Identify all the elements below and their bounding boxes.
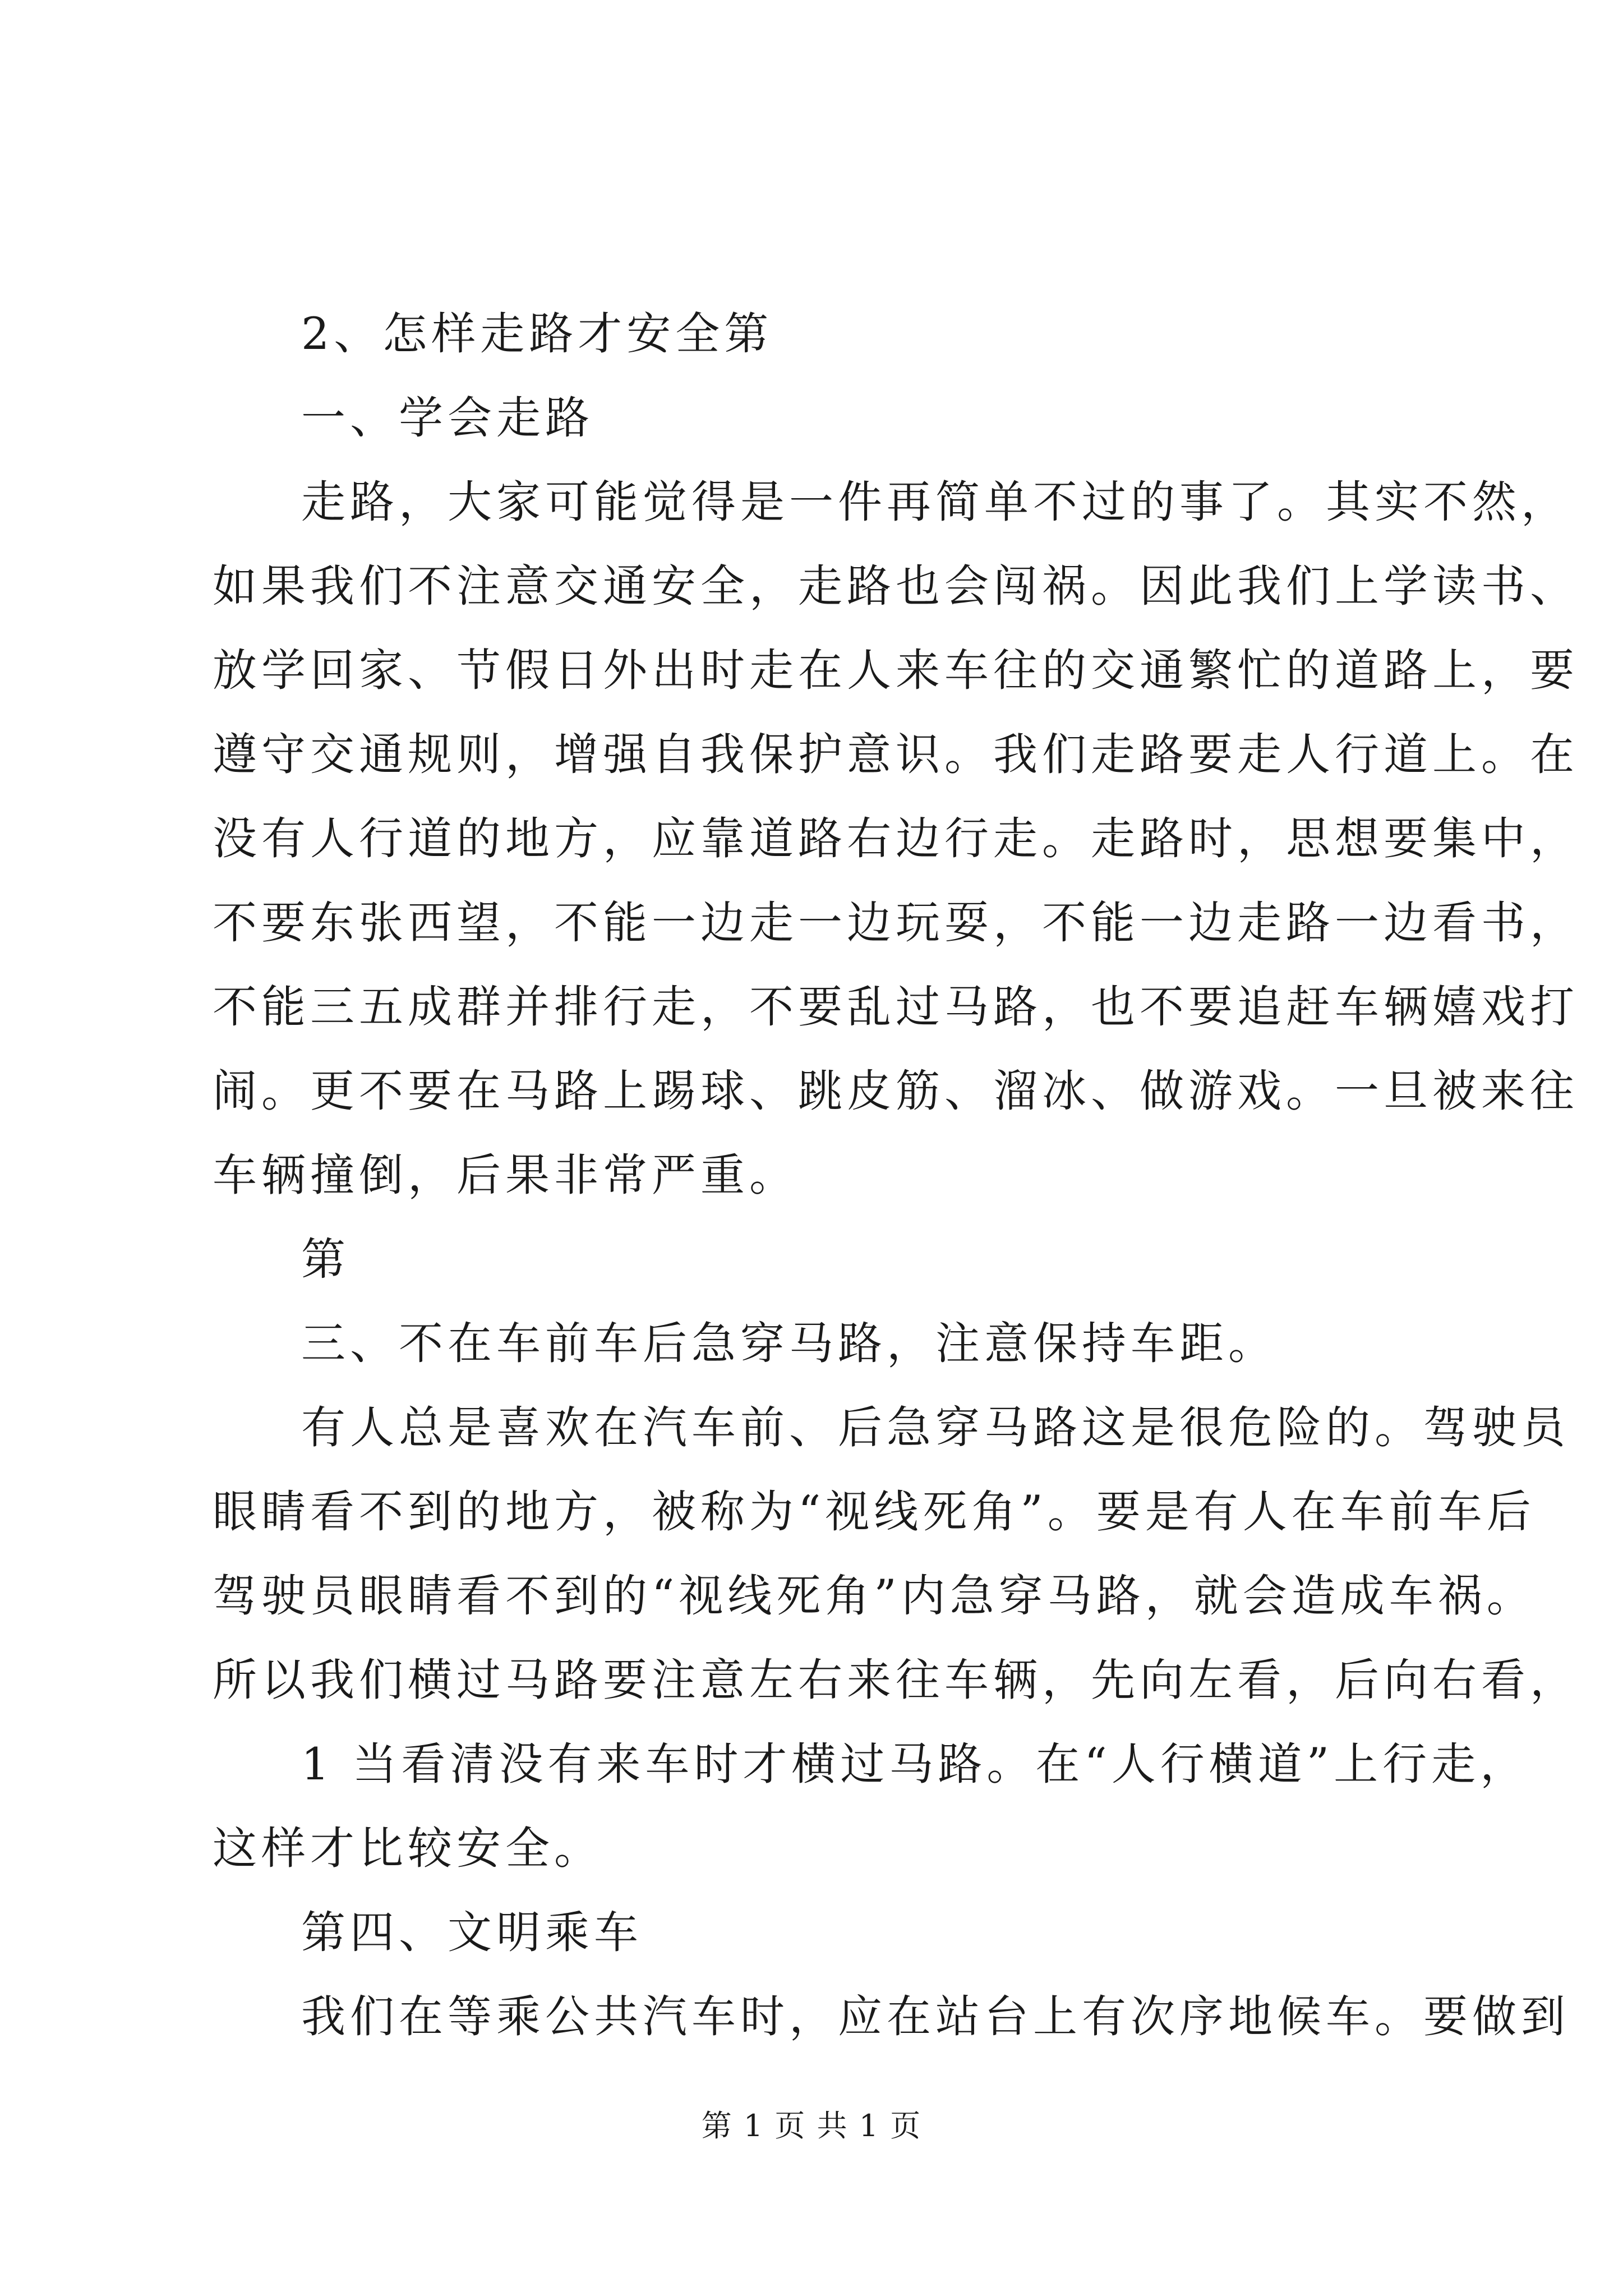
document-body [213,292,1579,2059]
text-line: 车辆撞倒，后果非常严重。 [213,1149,798,1201]
text-line: 驾驶员眼睛看不到的“视线死角”内急穿马路，就会造成车祸。 [213,1570,1536,1622]
text-line: 眼睛看不到的地方，被称为“视线死角”。要是有人在车前车后 [213,1486,1536,1538]
text-line: 有人总是喜欢在汽车前、后急穿马路这是很危险的。驾驶员 [301,1402,1570,1453]
text-line: 如果我们不注意交通安全，走路也会闯祸。因此我们上学读书、 [213,560,1579,612]
page-footer: 第 1 页 共 1 页 [701,2108,922,2143]
text-line: 放学回家、节假日外出时走在人来车往的交通繁忙的道路上，要 [213,645,1579,696]
section-heading: 第四、文明乘车 [301,1907,643,1958]
section-heading: 三、不在车前车后急穿马路，注意保持车距。 [301,1318,1277,1369]
text-line: 这样才比较安全。 [213,1823,603,1874]
text-line: 2、怎样走路才安全第 [301,308,773,360]
section-heading: 一、学会走路 [301,392,594,444]
text-line: 遵守交通规则，增强自我保护意识。我们走路要走人行道上。在 [213,729,1579,780]
text-line: 走路，大家可能觉得是一件再简单不过的事了。其实不然， [301,476,1570,528]
text-line: 闹。更不要在马路上踢球、跳皮筋、溜冰、做游戏。一旦被来往 [213,1065,1579,1117]
text-line: 不要东张西望，不能一边走一边玩耍，不能一边走路一边看书， [213,897,1579,949]
text-line: 第 [301,1234,350,1285]
text-line: 不能三五成群并排行走，不要乱过马路，也不要追赶车辆嬉戏打 [213,981,1579,1033]
text-line: 1 当看清没有来车时才横过马路。在“人行横道”上行走， [301,1738,1529,1790]
text-line: 我们在等乘公共汽车时，应在站台上有次序地候车。要做到 [301,1991,1570,2042]
text-line: 所以我们横过马路要注意左右来往车辆，先向左看，后向右看， [213,1654,1579,1706]
text-line: 没有人行道的地方，应靠道路右边行走。走路时，思想要集中， [213,813,1579,864]
